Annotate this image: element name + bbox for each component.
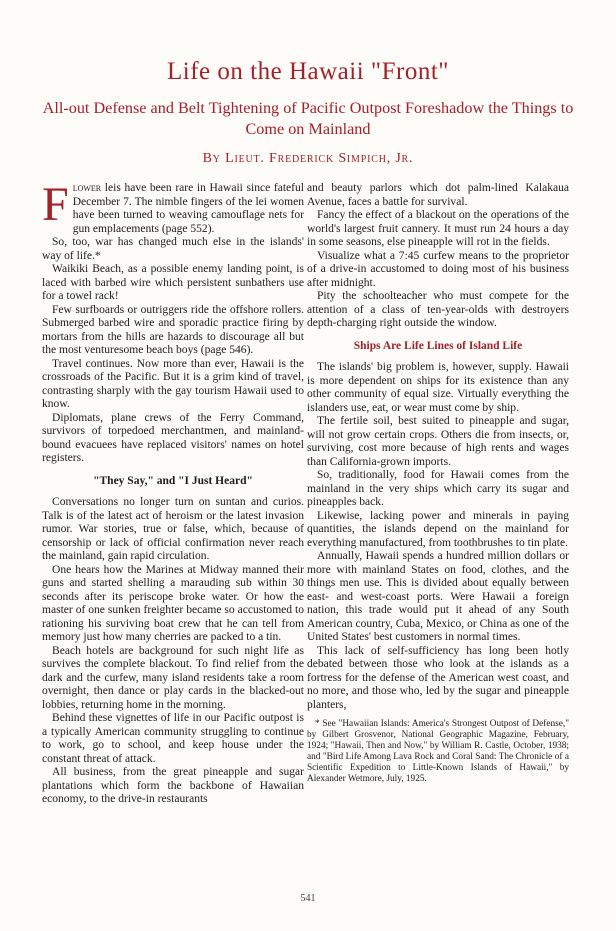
paragraph: So, traditionally, food for Hawaii comes from the mainland in the very ships which carry its sugar and pineapples back.: [307, 469, 569, 508]
paragraph: Travel continues. Now more than ever, Hawaii is the crossroads of the Pacific. But it is a grim kind of travel, contrasting sharply with the gay tourism Hawaii used to know.: [42, 357, 304, 410]
paragraph: Fancy the effect of a blackout on the operations of the world's largest fruit cannery. It must run 24 hours a day in some seasons, else pineapple will rot in the fields.: [307, 209, 569, 248]
paragraph: So, too, war has changed much else in the islands' way of life.*: [42, 236, 304, 262]
opening-text: leis have been rare in Hawaii since fateful December 7. The nimble fingers of the lei women have been turned to weaving camouflage nets for gun emplacements (page 552).: [72, 182, 304, 235]
paragraph: Waikiki Beach, as a possible enemy landing point, is laced with barbed wire which persistent sunbathers use for a towel rack!: [42, 263, 304, 302]
paragraph: One hears how the Marines at Midway manned their guns and started shelling a marauding sub within 30 seconds after its periscope broke water. Or how the master of one sunken freighter became so accustomed to rationing his surviving boat crew that he can tell from memory just how many cherries are packed to a tin.: [42, 563, 304, 643]
paragraph: Annually, Hawaii spends a hundred million dollars or more with mainland States on food, clothes, and the things men use. This is divided about equally between east- and west-coast ports. Were Hawaii a foreign nation, this trade would put it ahead of any South American country, Cuba, Mexico, or China as one of the United States' best customers in normal times.: [307, 550, 569, 643]
paragraph: The islands' big problem is, however, supply. Hawaii is more dependent on ships for its existence than any other community of equal size. Virtually everything the islanders use, eat, or wear must come by ship.: [307, 361, 569, 414]
section-heading: Ships Are Life Lines of Island Life: [353, 339, 523, 352]
left-column: [42, 178, 304, 807]
section-heading: "They Say," and "I Just Heard": [93, 474, 253, 487]
byline: By Lieut. Frederick Simpich, Jr.: [202, 151, 414, 166]
first-word: lower: [72, 182, 102, 194]
paragraph: All business, from the great pineapple and sugar plantations which form the backbone of Hawaiian economy, to the drive-in restaurants: [42, 766, 304, 805]
paragraph: Pity the schoolteacher who must compete for the attention of a class of ten-year-olds with destroyers depth-charging right outside the window.: [307, 290, 569, 329]
drop-cap: F: [42, 178, 69, 231]
right-column: [307, 182, 569, 784]
paragraph: Diplomats, plane crews of the Ferry Command, survivors of torpedoed merchantmen, and mainland-bound evacuees have replaced visitors' names on hotel registers.: [42, 411, 304, 464]
footnote: [307, 719, 569, 784]
footnote-text: * See "Hawaiian Islands: America's Strongest Outpost of Defense," by Gilbert Grosvenor, National Geographic Magazine, February, 1924; "Hawaii, Then and Now," by William R. Castle, October, 1938; and "Bird Life Among Lava Rock and Coral Sand: The Chronicle of a Scientific Expedition to Little-Known Islands of Hawaii," by Alexander Wetmore, July, 1925.: [307, 719, 569, 784]
paragraph: Few surfboards or outriggers ride the offshore rollers. Submerged barbed wire and sporadic practice firing by mortars from the hills are hazards to discourage all but the most venturesome beach boys (page 546).: [42, 303, 304, 356]
paragraph: Likewise, lacking power and minerals in paying quantities, the islands depend on the mainland for everything manufactured, from toothbrushes to tin plate.: [307, 509, 569, 549]
page-number: 541: [300, 893, 316, 904]
paragraph: Conversations no longer turn on suntan and curios. Talk is of the latest act of heroism or the latest invasion rumor. War stories, true or false, which, because of censorship or lack of official confirmation never reach the mainland, gain rapid circulation.: [42, 496, 304, 562]
article-title: Life on the Hawaii "Front": [167, 58, 449, 85]
article-subtitle: All-out Defense and Belt Tightening of Pacific Outpost Foreshadow the Things to Come on Mainland: [42, 99, 574, 138]
paragraph: and beauty parlors which dot palm-lined Kalakaua Avenue, faces a battle for survival.: [307, 182, 569, 208]
paragraph: This lack of self-sufficiency has long been hotly debated between those who look at the islands as a fortress for the defense of the American west coast, and no more, and those who, led by the sugar and pineapple planters,: [307, 644, 569, 711]
paragraph: The fertile soil, best suited to pineapple and sugar, will not grow certain crops. Others die from insects, or, surviving, cost more because of high rents and wages than California-grown imports.: [307, 415, 569, 468]
paragraph: Beach hotels are background for such night life as survives the complete blackout. To find relief from the dark and the curfew, many island residents take a room overnight, then dance or play cards in the blacked-out lobbies, returning home in the morning.: [42, 644, 304, 711]
paragraph: Behind these vignettes of life in our Pacific outpost is a typically American community struggling to continue to work, go to school, and keep house under the constant threat of attack.: [42, 712, 304, 765]
paragraph: Visualize what a 7:45 curfew means to the proprietor of a drive-in accustomed to doing most of his business after midnight.: [307, 249, 569, 289]
opening-paragraph: [42, 178, 304, 236]
